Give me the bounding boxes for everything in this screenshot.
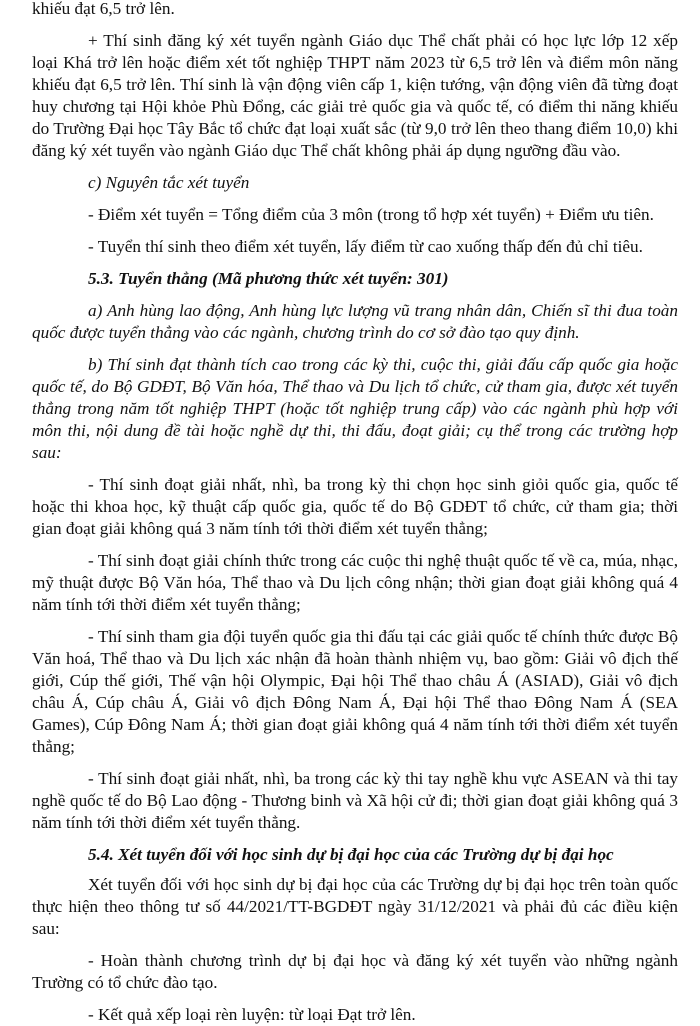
paragraph-admission-score-formula: - Điểm xét tuyển = Tổng điểm của 3 môn (trong tổ hợp xét tuyển) + Điểm ưu tiên.	[88, 205, 654, 224]
paragraph-preparatory-students: Xét tuyển đối với học sinh dự bị đại học của các Trường dự bị đại học trên toàn quốc thực hiện theo thông tư số 44/2021/TT-BGDĐT ngày 31/12/2021 và phải đủ các điều kiện sau:	[32, 875, 678, 938]
paragraph-vocational-skills-winners: - Thí sinh đoạt giải nhất, nhì, ba trong các kỳ thi tay nghề khu vực ASEAN và thi tay nghề quốc tế do Bộ Lao động - Thương binh và Xã hội cử đi; thời gian đoạt giải không quá 3 năm tính tới thời điểm xét tuyển thẳng.	[32, 769, 678, 832]
paragraph-conduct-rating: - Kết quả xếp loại rèn luyện: từ loại Đạt trở lên.	[88, 1005, 416, 1024]
paragraph-national-team-athletes: - Thí sinh tham gia đội tuyển quốc gia thi đấu tại các giải quốc tế chính thức được Bộ Văn hoá, Thể thao và Du lịch xác nhận đã hoàn thành nhiệm vụ, bao gồm: Giải vô địch thế giới, Cúp thế giới, Thế vận hội Olympic, Đại hội Thể thao châu Á (ASIAD), Giải vô địch châu Á, Cúp châu Á, Giải vô địch Đông Nam Á, Đại hội Thể thao Đông Nam Á (SEA Games), Cúp Đông Nam Á; thời gian đoạt giải không quá 4 năm tính tới thời điểm xét tuyển thẳng;	[32, 627, 678, 756]
section-heading-5-4: 5.4. Xét tuyển đối với học sinh dự bị đại học của các Trường dự bị đại học	[88, 845, 614, 864]
paragraph-art-competition-winners: - Thí sinh đoạt giải chính thức trong các cuộc thi nghệ thuật quốc tế về ca, múa, nhạc, mỹ thuật được Bộ Văn hóa, Thể thao và Du lịch công nhận; thời gian đoạt giải không quá 4 năm tính tới thời điểm xét tuyển thẳng;	[32, 551, 678, 614]
paragraph-complete-program: - Hoàn thành chương trình dự bị đại học và đăng ký xét tuyển vào những ngành Trường có tổ chức đào tạo.	[32, 951, 678, 992]
paragraph-item-a-heroes: a) Anh hùng lao động, Anh hùng lực lượng vũ trang nhân dân, Chiến sĩ thi đua toàn quốc được tuyển thẳng vào các ngành, chương trình do cơ sở đào tạo quy định.	[32, 301, 678, 342]
subheading-admission-principles: c) Nguyên tắc xét tuyển	[88, 173, 250, 192]
paragraph-admission-ranking: - Tuyển thí sinh theo điểm xét tuyển, lấy điểm từ cao xuống thấp đến đủ chỉ tiêu.	[88, 237, 643, 256]
paragraph-item-b-high-achievers: b) Thí sinh đạt thành tích cao trong các kỳ thi, cuộc thi, giải đấu cấp quốc gia hoặc quốc tế, do Bộ GDĐT, Bộ Văn hóa, Thể thao và Du lịch tổ chức, cử tham gia, được xét tuyển thẳng trong năm tốt nghiệp THPT (hoặc tốt nghiệp trung cấp) vào các ngành phù hợp với môn thi, nội dung đề tài hoặc nghề dự thi, thi đấu, đoạt giải; cụ thể trong các trường hợp sau:	[32, 355, 678, 462]
section-heading-5-3: 5.3. Tuyển thẳng (Mã phương thức xét tuyển: 301)	[88, 269, 449, 288]
paragraph-national-exam-winners: - Thí sinh đoạt giải nhất, nhì, ba trong kỳ thi chọn học sinh giỏi quốc gia, quốc tế hoặc thi khoa học, kỹ thuật cấp quốc gia, quốc tế do Bộ GDĐT tổ chức, cử tham gia; thời gian đoạt giải không quá 3 năm tính tới thời điểm xét tuyển thẳng;	[32, 475, 678, 538]
paragraph-physical-education-requirements: + Thí sinh đăng ký xét tuyển ngành Giáo dục Thể chất phải có học lực lớp 12 xếp loại Khá trở lên hoặc điểm xét tốt nghiệp THPT năm 2023 từ 6,5 trở lên và điểm môn năng khiếu đạt 6,5 trở lên. Thí sinh là vận động viên cấp 1, kiện tướng, vận động viên đã từng đoạt huy chương tại Hội khỏe Phù Đổng, các giải trẻ quốc gia và quốc tế, có điểm thi năng khiếu do Trường Đại học Tây Bắc tổ chức đạt loại xuất sắc (từ 9,0 trở lên theo thang điểm 10,0) khi đăng ký xét tuyển vào ngành Giáo dục Thể chất không phải áp dụng ngưỡng đầu vào.	[32, 31, 678, 160]
paragraph-continued: khiếu đạt 6,5 trở lên.	[32, 0, 175, 18]
